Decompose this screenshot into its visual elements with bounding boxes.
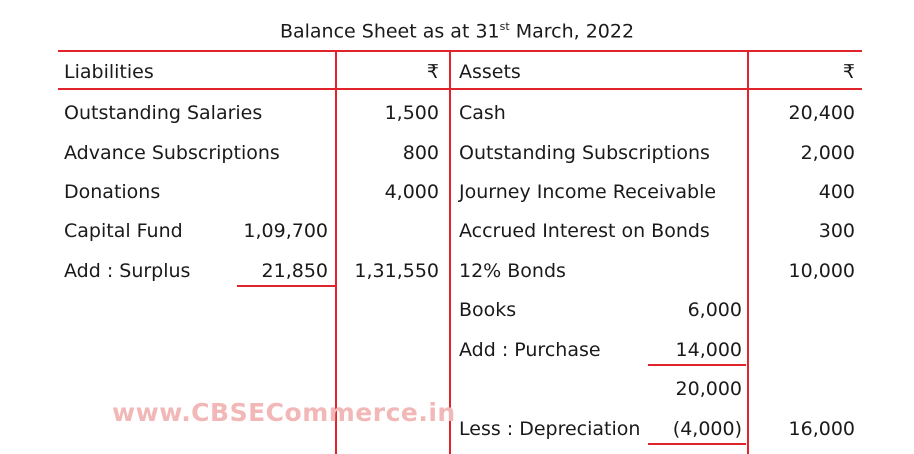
asset-amount: 300 bbox=[818, 220, 855, 242]
balance-sheet-title: Balance Sheet as at 31st March, 2022 bbox=[279, 20, 635, 43]
asset-label: Books bbox=[459, 299, 517, 321]
asset-sub-amount: 6,000 bbox=[687, 299, 742, 321]
rupee-symbol-left: ₹ bbox=[426, 61, 439, 83]
asset-sub-amount: 20,000 bbox=[675, 378, 742, 400]
asset-amount-divider bbox=[747, 50, 749, 454]
purchase-underline bbox=[648, 364, 746, 366]
liability-sub-amount: 21,850 bbox=[261, 260, 328, 282]
surplus-underline bbox=[237, 285, 335, 287]
asset-label: 12% Bonds bbox=[459, 260, 566, 282]
asset-label: Journey Income Receivable bbox=[459, 181, 717, 203]
asset-amount: 400 bbox=[818, 181, 855, 203]
liability-label: Outstanding Salaries bbox=[64, 102, 263, 124]
liabilities-header: Liabilities bbox=[64, 61, 154, 83]
asset-amount: 10,000 bbox=[788, 260, 855, 282]
depreciation-underline bbox=[648, 443, 746, 445]
center-divider bbox=[449, 50, 451, 454]
asset-label: Less : Depreciation bbox=[459, 418, 641, 440]
asset-label: Cash bbox=[459, 102, 506, 124]
liability-amount: 1,500 bbox=[384, 102, 439, 124]
asset-label: Add : Purchase bbox=[459, 339, 601, 361]
liability-amount: 4,000 bbox=[384, 181, 439, 203]
rupee-symbol-right: ₹ bbox=[842, 61, 855, 83]
liability-label: Add : Surplus bbox=[64, 260, 191, 282]
watermark: www.CBSECommerce.in bbox=[112, 398, 456, 427]
top-rule bbox=[58, 50, 862, 52]
liability-amount: 800 bbox=[402, 142, 439, 164]
liability-label: Donations bbox=[64, 181, 161, 203]
liab-amount-divider bbox=[335, 50, 337, 454]
header-rule bbox=[58, 88, 862, 90]
asset-amount: 20,400 bbox=[788, 102, 855, 124]
liability-label: Capital Fund bbox=[64, 220, 183, 242]
asset-sub-amount: (4,000) bbox=[672, 418, 742, 440]
asset-sub-amount: 14,000 bbox=[675, 339, 742, 361]
asset-label: Accrued Interest on Bonds bbox=[459, 220, 710, 242]
liability-sub-amount: 1,09,700 bbox=[243, 220, 328, 242]
asset-amount: 2,000 bbox=[800, 142, 855, 164]
liability-label: Advance Subscriptions bbox=[64, 142, 280, 164]
assets-header: Assets bbox=[459, 61, 521, 83]
asset-label: Outstanding Subscriptions bbox=[459, 142, 710, 164]
liability-amount: 1,31,550 bbox=[354, 260, 439, 282]
asset-amount: 16,000 bbox=[788, 418, 855, 440]
